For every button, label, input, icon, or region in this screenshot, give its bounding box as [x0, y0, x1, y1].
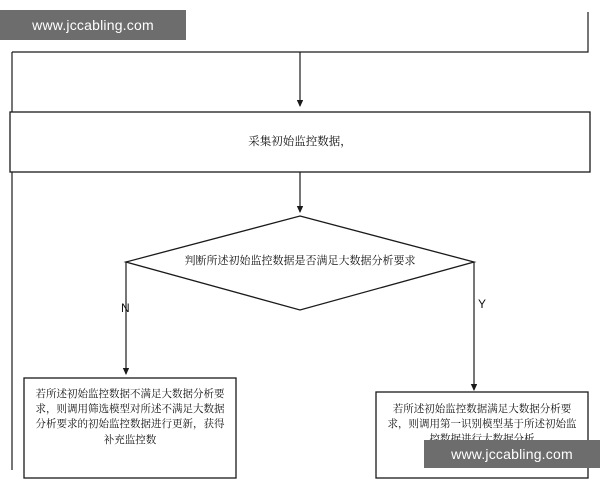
right-branch-label: 若所述初始监控数据满足大数据分析要求，则调用第一识别模型基于所述初始监 — [387, 403, 577, 431]
watermark-top: www.jccabling.com — [0, 10, 186, 40]
left-branch-label: 若所述初始监控数据不满足大数据分析要求，则调用筛选模型对所述不满足大数据分析要求的初始监控数据进行更新，获得补充监控数 — [35, 388, 225, 446]
collect-data-node — [10, 112, 590, 172]
decision-label: 判断所述初始监控数据是否满足大数据分析要求 — [184, 255, 416, 268]
branch-label-no: N — [121, 301, 130, 315]
watermark-bottom: www.jccabling.com — [424, 440, 600, 468]
collect-data-label: 采集初始监控数据， — [248, 135, 352, 148]
left-branch-node — [24, 378, 236, 478]
decision-node — [126, 216, 474, 310]
branch-label-yes: Y — [478, 297, 487, 311]
